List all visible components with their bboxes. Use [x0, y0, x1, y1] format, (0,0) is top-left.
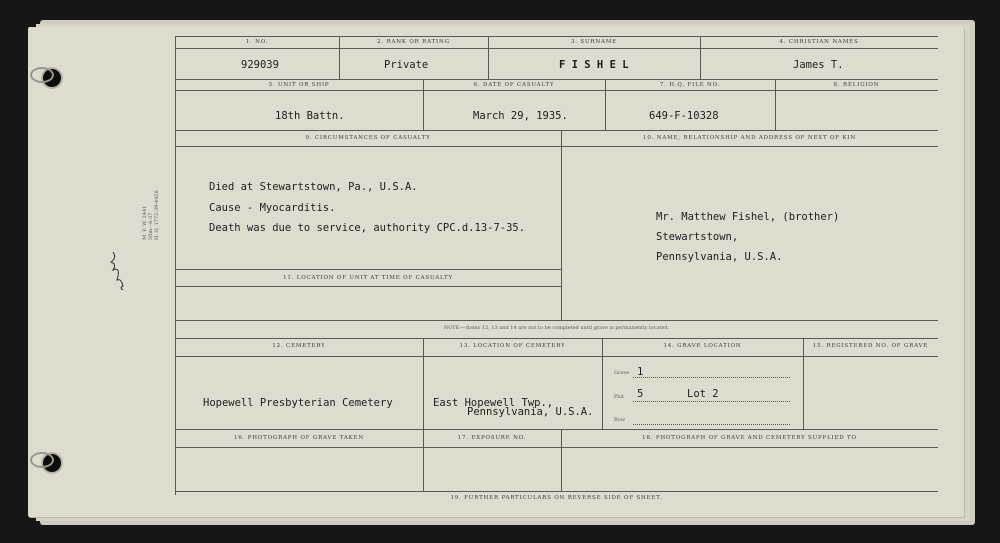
value-no: 929039 — [241, 59, 279, 71]
header-registered-no: 15. REGISTERED NO. OF GRAVE — [812, 343, 929, 349]
value-rank: Private — [384, 59, 429, 71]
header-christian-names: 4. CHRISTIAN NAMES — [779, 39, 859, 45]
value-surname: F I S H E L — [559, 59, 629, 71]
header-location-of-cemetery: 13. LOCATION OF CEMETERY — [459, 343, 566, 349]
header-photograph-taken: 16. PHOTOGRAPH OF GRAVE TAKEN — [234, 435, 364, 441]
next-of-kin-line: Mr. Matthew Fishel, (brother) — [656, 211, 840, 223]
circumstances-line: Cause - Myocarditis. — [209, 202, 336, 214]
header-circumstances: 9. CIRCUMSTANCES OF CASUALTY — [305, 135, 431, 141]
circumstances-line: Death was due to service, authority CPC.d.13-7-35. — [209, 222, 526, 234]
header-hq-file: 7. H.Q. FILE NO. — [659, 82, 721, 88]
header-grave-location: 14. GRAVE LOCATION — [663, 343, 742, 349]
form-grid — [175, 36, 938, 501]
next-of-kin-line: Pennsylvania, U.S.A. — [656, 251, 783, 263]
note-text: NOTE:—Items 12, 13 and 14 are not to be completed until grave is permanently located. — [443, 325, 670, 331]
header-next-of-kin: 10. NAME, RELATIONSHIP AND ADDRESS OF NEXT OF KIN — [643, 135, 856, 141]
header-no: 1. NO. — [245, 39, 269, 45]
next-of-kin-line: Stewartstown, — [656, 231, 739, 243]
header-photograph-supplied: 18. PHOTOGRAPH OF GRAVE AND CEMETERY SUPPLIED TO — [642, 435, 857, 441]
grave-value: 1 — [637, 366, 644, 378]
plot-dotted-line — [633, 401, 790, 402]
header-rank: 2. RANK OR RATING — [377, 39, 450, 45]
value-location-cemetery-line: East Hopewell Twp., — [433, 397, 554, 409]
form-number-line: 50m—6-37 — [148, 212, 154, 240]
value-cemetery: Hopewell Presbyterian Cemetery — [203, 397, 393, 409]
header-location-of-unit: 11. LOCATION OF UNIT AT TIME OF CASUALTY — [283, 275, 453, 281]
header-exposure-no: 17. EXPOSURE NO. — [457, 435, 527, 441]
value-unit: 18th Battn. — [275, 110, 345, 122]
value-hq-file: 649-F-10328 — [649, 110, 719, 122]
value-location-cemetery-line: Pennsylvania, U.S.A. — [467, 406, 594, 418]
header-further-particulars: 19. FURTHER PARTICULARS ON REVERSE SIDE OF SHEET. — [450, 495, 663, 501]
value-christian-names: James T. — [793, 59, 844, 71]
grave-dotted-line — [633, 377, 790, 378]
grave-label: Grave — [614, 370, 630, 376]
form-number-line: M. F. W. 2441 — [142, 205, 148, 240]
header-surname: 3. SURNAME — [571, 39, 617, 45]
header-religion: 8. RELIGION — [833, 82, 880, 88]
row-dotted-line — [633, 424, 790, 425]
row-label: Row — [614, 417, 626, 423]
header-date: 6. DATE OF CASUALTY — [473, 82, 555, 88]
plot-label: Plot — [614, 394, 624, 400]
form-number — [142, 190, 160, 240]
handwritten-initials — [105, 250, 135, 290]
value-date: March 29, 1935. — [473, 110, 568, 122]
plot-value: 5 — [637, 388, 644, 400]
binder-string-bottom — [30, 452, 54, 468]
form-number-line: H. Q. 1772-39-4458 — [154, 190, 160, 240]
lot-value: Lot 2 — [687, 388, 719, 400]
binder-string-top — [30, 67, 54, 83]
circumstances-line: Died at Stewartstown, Pa., U.S.A. — [209, 181, 418, 193]
header-cemetery: 12. CEMETERY — [272, 343, 326, 349]
header-unit: 5. UNIT OR SHIP — [268, 82, 330, 88]
